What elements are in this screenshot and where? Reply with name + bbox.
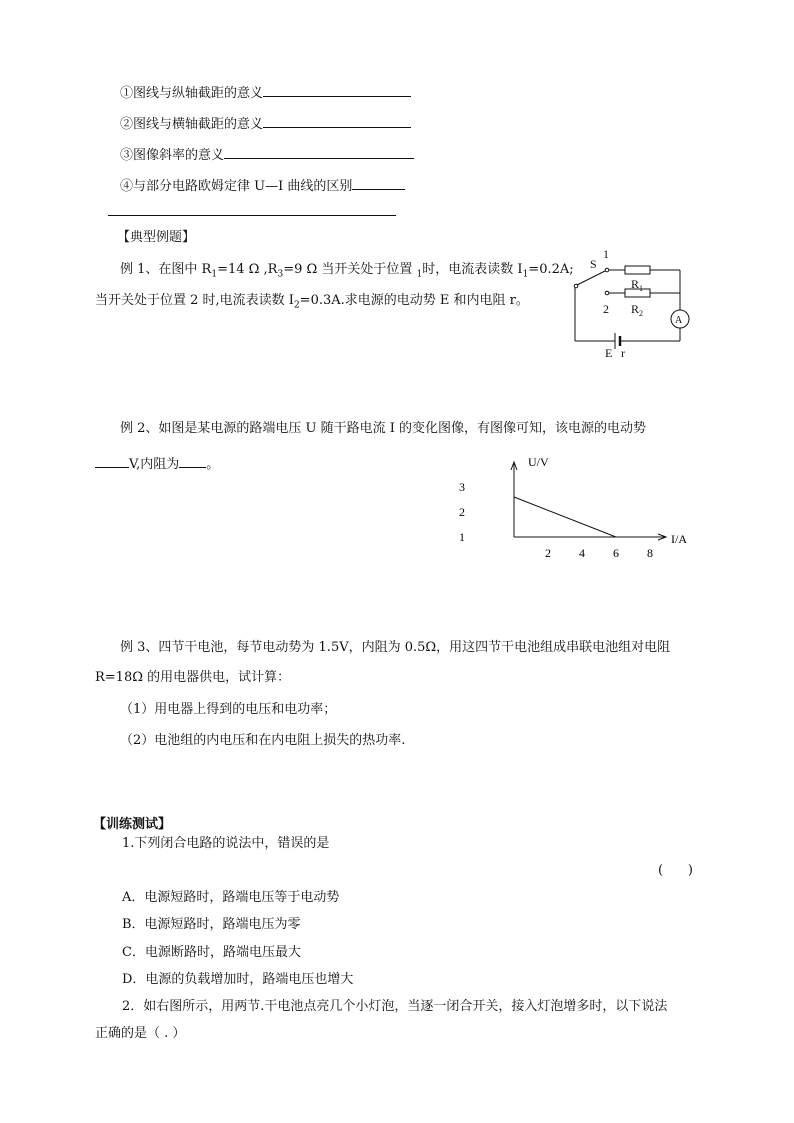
examples-heading: 【典型例题】 [117,230,196,245]
position-2-label: 2 [603,302,609,316]
circuit-diagram [565,245,700,365]
subscript: 2 [293,300,300,311]
subscript: 1 [416,269,423,280]
r2-letter: R [631,302,640,316]
option-a[interactable]: A．电源短路时，路端电压等于电动势 [122,890,340,905]
example-3-item-2: （2）电池组的内电压和在内电阻上损失的热功率. [120,733,406,748]
answer-blank[interactable] [263,115,411,128]
question-3 [120,146,414,164]
r1-label [631,277,643,293]
text: =9 Ω 当开关处于位置 [283,262,417,277]
example-2-line-1: 例 2、如图是某电源的路端电压 U 随干路电流 I 的变化图像，有图像可知，该电源的电动势 [120,421,647,436]
answer-parentheses[interactable]: ( ) [658,863,693,878]
subscript: 3 [277,269,284,280]
text: V,内阻为 [129,457,180,472]
text: 。 [206,457,220,472]
switch-pivot [574,284,578,288]
switch-contact-1 [605,268,609,272]
option-b[interactable]: B．电源短路时，路端电压为零 [122,917,301,932]
example-1-line-1 [120,262,574,278]
u-i-line [514,497,616,537]
y-tick-label: 1 [459,530,465,544]
text: 例 1、在图中 R [120,262,212,277]
resistor-1 [625,266,650,274]
switch-label: S [590,257,597,271]
answer-blank[interactable] [352,177,405,190]
question-1-text: ①图线与纵轴截距的意义 [120,86,264,101]
question-4-text: ④与部分电路欧姆定律 U—I 曲线的区别 [120,179,353,194]
y-tick-label: 2 [459,505,465,519]
switch-blade [577,271,605,285]
u-i-graph [450,450,700,570]
option-d[interactable]: D．电源的负载增加时，路端电压也增大 [122,972,354,987]
x-axis-label: I/A [671,532,687,546]
example-3-item-1: （1）用电器上得到的电压和电功率； [120,702,337,717]
x-tick-label: 8 [647,546,653,560]
switch-contact-2 [605,291,609,295]
question-2-text: ②图线与横轴截距的意义 [120,117,264,132]
answer-blank[interactable] [263,84,411,97]
example-2-line-2 [95,455,219,473]
option-c[interactable]: C．电源断路时，路端电压最大 [122,945,301,960]
example-3-line-1: 例 3、四节干电池，每节电动势为 1.5V，内阻为 0.5Ω，用这四节干电池组成串联电池组对电阻 [120,640,671,655]
r2-subscript: 2 [639,309,644,318]
emf-label: E [605,346,613,360]
x-tick-label: 6 [613,546,619,560]
subscript: 1 [211,269,218,280]
training-q2-line-1: 2．如右图所示，用两节.干电池点亮几个小灯泡，当逐一闭合开关，接入灯泡增多时，以下说法 [122,999,668,1014]
example-1-line-2 [95,293,529,309]
text: 时，电流表读数 I [422,262,523,277]
position-1-label: 1 [603,247,609,261]
answer-blank[interactable] [224,146,414,159]
internal-resistance-label: r [621,346,625,360]
x-tick-label: 2 [545,546,551,560]
question-4 [120,177,405,195]
text: =0.2A; [528,262,574,277]
training-heading: 【训练测试】 [93,817,172,832]
y-axis-label: U/V [528,455,549,469]
question-2 [120,115,411,133]
question-3-text: ③图像斜率的意义 [120,148,225,163]
y-tick-label: 3 [459,480,465,494]
text: =14 Ω ,R [217,262,278,277]
ammeter-label: A [675,315,683,326]
resistance-blank[interactable] [179,455,206,468]
r1-subscript: 1 [639,284,644,293]
emf-blank[interactable] [95,455,129,468]
r1-letter: R [631,277,640,291]
question-1 [120,84,411,102]
text: 当开关处于位置 2 时,电流表读数 I [95,293,294,308]
r2-label [631,302,643,318]
training-q2-line-2: 正确的是（ . ） [95,1026,186,1041]
training-q1-stem: 1.下列闭合电路的说法中，错误的是 [122,836,330,851]
answer-line[interactable] [108,215,396,216]
subscript: 1 [522,269,529,280]
text: =0.3A.求电源的电动势 E 和内电阻 r。 [299,293,529,308]
x-tick-label: 4 [579,546,585,560]
example-3-line-2: R=18Ω 的用电器供电，试计算： [95,670,291,685]
